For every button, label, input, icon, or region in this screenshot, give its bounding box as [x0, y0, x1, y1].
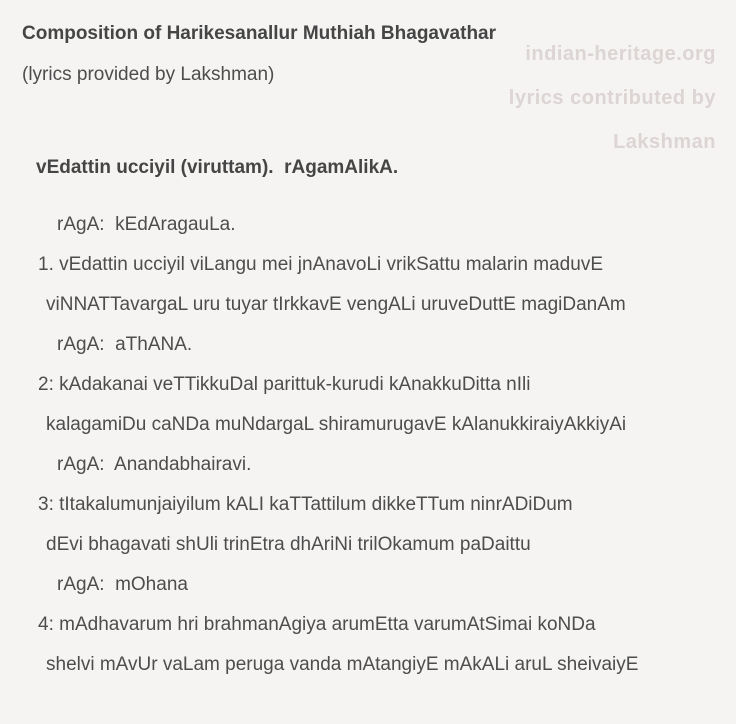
- song-line-raga: rAgA: mOhana: [57, 574, 188, 595]
- song-line-verse-cont: kalagamiDu caNDa muNdargaL shiramurugavE kAlanukkiraiyAkkiyAi: [46, 414, 627, 435]
- song-line-raga: rAgA: Anandabhairavi.: [57, 454, 252, 475]
- song-line-raga: rAgA: kEdAragauLa.: [57, 214, 236, 235]
- page-header: [0, 22, 736, 153]
- song-line-verse-start: 4: mAdhavarum hri brahmanAgiya arumEtta varumAtSimai koNDa: [38, 614, 596, 635]
- watermark-line-contributor: Lakshman: [613, 131, 716, 153]
- song-title: vEdattin ucciyil (viruttam). rAgamAlikA.: [36, 157, 399, 178]
- song-line-raga: rAgA: aThANA.: [57, 334, 193, 355]
- song-line-verse-cont: viNNATTavargaL uru tuyar tIrkkavE vengALi uruveDuttE magiDanAm: [46, 294, 626, 315]
- song-lines: [0, 205, 736, 685]
- page-subtitle: (lyrics provided by Lakshman): [22, 64, 275, 85]
- watermark: [509, 32, 716, 164]
- page-title: Composition of Harikesanallur Muthiah Bhagavathar: [22, 23, 497, 44]
- song-line-verse-cont: shelvi mAvUr vaLam peruga vanda mAtangiyE mAkALi aruL sheivaiyE: [46, 654, 639, 675]
- watermark-line-site: indian-heritage.org: [525, 43, 716, 65]
- song-section: [0, 148, 736, 685]
- song-line-verse-start: 3: tItakalumunjaiyilum kALI kaTTattilum dikkeTTum ninrADiDum: [38, 494, 573, 515]
- watermark-line-credit: lyrics contributed by: [508, 87, 716, 109]
- song-line-verse-start: 1. vEdattin ucciyil viLangu mei jnAnavoLi vrikSattu malarin maduvE: [38, 254, 603, 275]
- song-line-verse-cont: dEvi bhagavati shUli trinEtra dhAriNi trilOkamum paDaittu: [46, 534, 531, 555]
- song-line-verse-start: 2: kAdakanai veTTikkuDal parittuk-kurudi kAnakkuDitta nIli: [38, 374, 531, 395]
